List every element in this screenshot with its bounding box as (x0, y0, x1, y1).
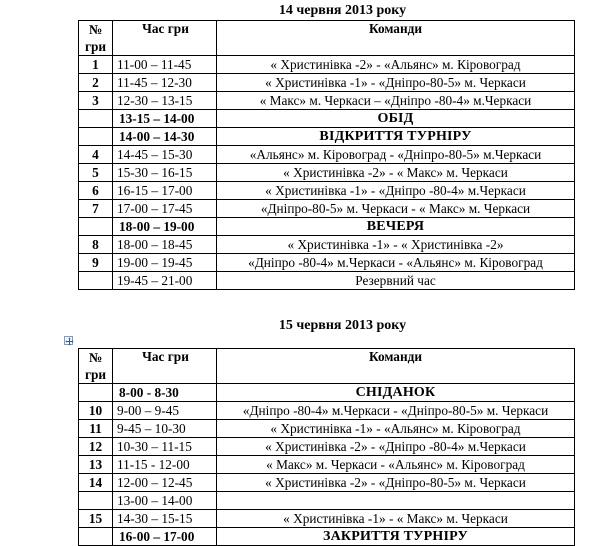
game-time: 14-00 – 14-30 (113, 128, 217, 146)
match-teams: « Макс» м. Черкаси – «Дніпро -80-4» м.Черкаси (217, 92, 575, 110)
game-time: 18-00 – 19-00 (113, 218, 217, 236)
header-num-symbol: № (88, 350, 103, 365)
table-row (79, 74, 575, 92)
game-time: 11-45 – 12-30 (113, 74, 217, 92)
match-teams: « Христинівка -1» - «Дніпро -80-4» м.Черкаси (217, 182, 575, 200)
table-row (79, 254, 575, 272)
header-num-cell (79, 21, 113, 56)
match-teams: «Дніпро -80-4» м.Черкаси - «Альянс» м. Кіровоград (217, 254, 575, 272)
table-row (79, 384, 575, 402)
match-teams: « Христинівка -2» - « Макс» м. Черкаси (217, 164, 575, 182)
table-header-row (79, 349, 575, 384)
game-number (79, 218, 113, 236)
game-time: 14-30 – 15-15 (113, 510, 217, 528)
game-number (79, 272, 113, 290)
game-time: 13-00 – 14-00 (113, 492, 217, 510)
game-time: 11-00 – 11-45 (113, 56, 217, 74)
match-teams: « Христинівка -1» - « Макс» м. Черкаси (217, 510, 575, 528)
table-row (79, 164, 575, 182)
game-time: 9-45 – 10-30 (113, 420, 217, 438)
game-number (79, 492, 113, 510)
event-label: ЗАКРИТТЯ ТУРНІРУ (217, 528, 575, 546)
header-num-symbol: № (88, 22, 103, 37)
day1-title: 14 червня 2013 року (278, 3, 407, 18)
game-number: 5 (79, 164, 113, 182)
game-time: 11-15 - 12-00 (113, 456, 217, 474)
table-row (79, 236, 575, 254)
table-row (79, 420, 575, 438)
table-row (79, 492, 575, 510)
match-teams: «Дніпро-80-5» м. Черкаси - « Макс» м. Черкаси (217, 200, 575, 218)
match-teams: « Христинівка -1» - « Христинівка -2» (217, 236, 575, 254)
event-label: ВЕЧЕРЯ (217, 218, 575, 236)
game-number: 2 (79, 74, 113, 92)
table-row (79, 218, 575, 236)
table-header-row (79, 21, 575, 56)
header-time: Час гри (113, 349, 217, 384)
match-teams: «Дніпро -80-4» м.Черкаси - «Дніпро-80-5» м. Черкаси (217, 402, 575, 420)
game-time: 15-30 – 16-15 (113, 164, 217, 182)
day2-title: 15 червня 2013 року (278, 318, 407, 333)
match-teams: Резервний час (217, 272, 575, 290)
header-num-cell (79, 349, 113, 384)
table-row (79, 510, 575, 528)
table-row (79, 128, 575, 146)
game-number: 6 (79, 182, 113, 200)
match-teams (217, 492, 575, 510)
day1-table-body (79, 21, 575, 290)
event-label: ВІДКРИТТЯ ТУРНІРУ (217, 128, 575, 146)
game-time: 14-45 – 15-30 (113, 146, 217, 164)
game-time: 17-00 – 17-45 (113, 200, 217, 218)
game-time: 9-00 – 9-45 (113, 402, 217, 420)
event-label: ОБІД (217, 110, 575, 128)
game-time: 10-30 – 11-15 (113, 438, 217, 456)
game-number (79, 384, 113, 402)
header-teams: Команди (217, 349, 575, 384)
game-number: 4 (79, 146, 113, 164)
game-number (79, 110, 113, 128)
table-row (79, 438, 575, 456)
day2-schedule-table (78, 348, 575, 546)
game-number (79, 128, 113, 146)
game-number: 9 (79, 254, 113, 272)
game-number: 12 (79, 438, 113, 456)
match-teams: «Альянс» м. Кіровоград - «Дніпро-80-5» м.Черкаси (217, 146, 575, 164)
day1-schedule-table (78, 20, 575, 290)
table-row (79, 456, 575, 474)
game-time: 8-00 - 8-30 (113, 384, 217, 402)
game-time: 18-00 – 18-45 (113, 236, 217, 254)
table-row (79, 182, 575, 200)
match-teams: « Христинівка -1» - «Дніпро-80-5» м. Черкаси (217, 74, 575, 92)
header-num-game: гри (84, 367, 107, 382)
table-row (79, 56, 575, 74)
game-number: 1 (79, 56, 113, 74)
event-label: СНІДАНОК (217, 384, 575, 402)
game-number: 10 (79, 402, 113, 420)
header-time: Час гри (113, 21, 217, 56)
match-teams: « Христинівка -2» - «Альянс» м. Кіровоград (217, 56, 575, 74)
game-time: 16-00 – 17-00 (113, 528, 217, 546)
header-teams: Команди (217, 21, 575, 56)
game-number: 15 (79, 510, 113, 528)
game-number: 3 (79, 92, 113, 110)
game-time: 19-45 – 21-00 (113, 272, 217, 290)
table-row (79, 402, 575, 420)
table-row (79, 272, 575, 290)
match-teams: « Христинівка -1» - «Альянс» м. Кіровоград (217, 420, 575, 438)
game-number: 8 (79, 236, 113, 254)
game-time: 19-00 – 19-45 (113, 254, 217, 272)
header-num-game: гри (84, 39, 107, 54)
table-row (79, 200, 575, 218)
match-teams: « Христинівка -2» - «Дніпро -80-4» м.Черкаси (217, 438, 575, 456)
table-row (79, 110, 575, 128)
game-time: 12-00 – 12-45 (113, 474, 217, 492)
table-row (79, 474, 575, 492)
game-number: 14 (79, 474, 113, 492)
game-number: 11 (79, 420, 113, 438)
match-teams: « Христинівка -2» - «Дніпро-80-5» м. Черкаси (217, 474, 575, 492)
table-row (79, 146, 575, 164)
game-time: 16-15 – 17-00 (113, 182, 217, 200)
match-teams: « Макс» м. Черкаси - «Альянс» м. Кіровоград (217, 456, 575, 474)
day2-table-body (79, 349, 575, 546)
move-cross-icon[interactable] (64, 336, 73, 345)
table-row (79, 92, 575, 110)
game-time: 12-30 – 13-15 (113, 92, 217, 110)
game-number: 7 (79, 200, 113, 218)
game-number: 13 (79, 456, 113, 474)
game-time: 13-15 – 14-00 (113, 110, 217, 128)
